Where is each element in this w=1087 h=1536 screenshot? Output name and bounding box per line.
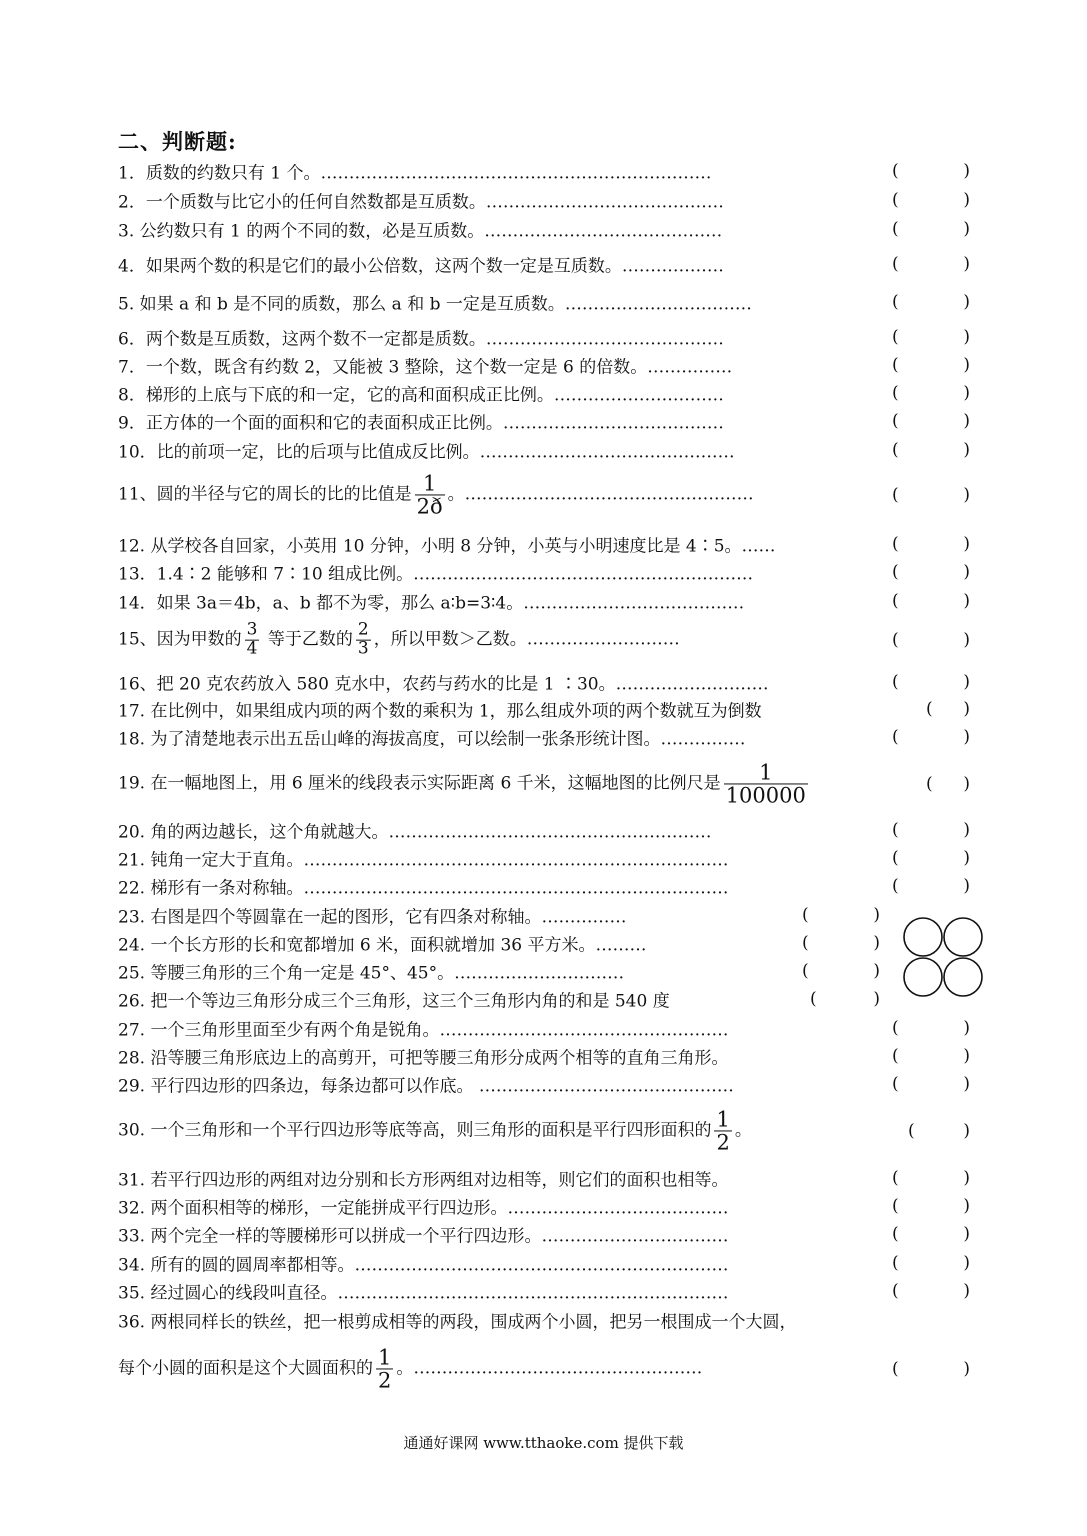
question-text: 2．一个质数与比它小的任何自然数都是互质数。…………………………………… [118, 192, 724, 213]
answer-blank[interactable]: ( ) [892, 534, 970, 554]
answer-blank[interactable]: ( ) [892, 254, 970, 274]
answer-blank[interactable]: ( ) [892, 630, 970, 650]
question-33 [118, 1220, 970, 1248]
answer-blank[interactable]: ( ) [802, 905, 880, 925]
question-22 [118, 872, 970, 900]
question-text: 14．如果 3a＝4b，a、b 都不为零，那么 a∶b=3∶4。………………………………… [118, 593, 745, 614]
answer-blank[interactable]: ( ) [802, 933, 880, 953]
answer-blank[interactable]: ( ) [892, 292, 970, 312]
question-8 [118, 379, 970, 407]
question-text: 6．两个数是互质数，这两个数不一定都是质数。…………………………………… [118, 329, 724, 350]
question-4 [118, 250, 970, 278]
question-text: 21. 钝角一定大于直角。………………………………………………………………… [118, 850, 729, 871]
answer-blank[interactable]: ( ) [892, 1018, 970, 1038]
question-18 [118, 723, 970, 751]
question-text: 7．一个数，既含有约数 2，又能被 3 整除，这个数一定是 6 的倍数。…………… [118, 357, 733, 378]
answer-blank[interactable]: ( ) [892, 672, 970, 692]
question-34 [118, 1249, 970, 1277]
question-3 [118, 215, 970, 243]
question-5 [118, 288, 970, 316]
question-text: 30. 一个三角形和一个平行四边形等底等高，则三角形的面积是平行四形面积的 $\frac{1}{2}$ 。 [118, 1107, 752, 1155]
question-text: 18. 为了清楚地表示出五岳山峰的海拔高度，可以绘制一张条形统计图。…………… [118, 729, 746, 750]
fraction: $\frac{2}{3}$ [357, 619, 369, 659]
question-16 [118, 668, 970, 696]
answer-blank[interactable]: ( ) [892, 1196, 970, 1216]
question-text: 31. 若平行四边形的两组对边分别和长方形两组对边相等，则它们的面积也相等。 [118, 1170, 729, 1191]
question-text: 22. 梯形有一条对称轴。………………………………………………………………… [118, 878, 729, 899]
section-title: 二、判断题: [118, 129, 237, 154]
question-36 [118, 1306, 970, 1334]
question-text: 27. 一个三角形里面至少有两个角是锐角。…………………………………………… [118, 1020, 729, 1041]
four-circles-figure [902, 916, 984, 998]
question-text: 1．质数的约数只有 1 个。…………………………………………………………… [118, 163, 712, 184]
question-text: 23. 右图是四个等圆靠在一起的图形，它有四条对称轴。…………… [118, 907, 627, 928]
answer-blank[interactable]: ( ) [892, 727, 970, 747]
question-7 [118, 351, 970, 379]
question-text: 3. 公约数只有 1 的两个不同的数，必是互质数。…………………………………… [118, 221, 723, 242]
answer-blank[interactable]: ( ) [892, 1074, 970, 1094]
answer-blank[interactable]: ( ) [892, 440, 970, 460]
question-17 [118, 695, 970, 723]
answer-blank[interactable]: ( ) [892, 1359, 970, 1379]
question-text: 10．比的前项一定，比的后项与比值成反比例。……………………………………… [118, 442, 735, 463]
question-text: 4．如果两个数的积是它们的最小公倍数，这两个数一定是互质数。……………… [118, 256, 724, 277]
question-32 [118, 1192, 970, 1220]
answer-blank[interactable]: ( ) [908, 1121, 970, 1141]
answer-blank[interactable]: ( ) [892, 820, 970, 840]
question-2 [118, 186, 970, 214]
answer-blank[interactable]: ( ) [892, 1224, 970, 1244]
circle-bottom-left [904, 958, 942, 996]
question-28 [118, 1042, 970, 1070]
question-11 [118, 470, 970, 520]
fraction: $\frac{1}{2ð}$ [416, 471, 443, 519]
question-35 [118, 1277, 970, 1305]
question-text: 5. 如果 a 和 b 是不同的质数，那么 a 和 b 一定是互质数。…………………………… [118, 294, 752, 315]
circle-top-left [904, 918, 942, 956]
answer-blank[interactable]: ( ) [892, 219, 970, 239]
question-text: 28. 沿等腰三角形底边上的高剪开，可把等腰三角形分成两个相等的直角三角形。 [118, 1048, 729, 1069]
answer-blank[interactable]: ( ) [892, 383, 970, 403]
footer-text: 通通好课网 www.tthaoke.com 提供下载 [403, 1434, 684, 1452]
question-30 [118, 1106, 970, 1156]
answer-blank[interactable]: ( ) [892, 161, 970, 181]
answer-blank[interactable]: ( ) [802, 961, 880, 981]
question-29 [118, 1070, 970, 1098]
question-text: 13．1.4∶2 能够和 7∶10 组成比例。…………………………………………………… [118, 564, 754, 585]
question-19 [118, 757, 970, 811]
question-1 [118, 157, 970, 185]
answer-blank[interactable]: ( ) [892, 355, 970, 375]
question-text: 36. 两根同样长的铁丝，把一根剪成相等的两段，围成两个小圆，把另一根围成一个大圆， [118, 1312, 797, 1333]
question-text: 9．正方体的一个面的面积和它的表面积成正比例。………………………………… [118, 413, 724, 434]
answer-blank[interactable]: ( ) [926, 774, 970, 794]
question-text: 29. 平行四边形的四条边，每条边都可以作底。 ……………………………………… [118, 1076, 734, 1097]
answer-blank[interactable]: ( ) [810, 989, 880, 1009]
answer-blank[interactable]: ( ) [892, 485, 970, 505]
question-13 [118, 558, 970, 586]
question-text: 35. 经过圆心的线段叫直径。…………………………………………………………… [118, 1283, 729, 1304]
question-27 [118, 1014, 970, 1042]
question-25 [118, 957, 880, 985]
question-text: 34. 所有的圆的圆周率都相等。………………………………………………………… [118, 1255, 729, 1276]
question-text: 11、圆的半径与它的周长的比的比值是 $\frac{1}{2ð}$ 。…………………………………………… [118, 471, 754, 519]
question-15 [118, 617, 970, 663]
question-text: 24. 一个长方形的长和宽都增加 6 米，面积就增加 36 平方米。……… [118, 935, 647, 956]
answer-blank[interactable]: ( ) [892, 1253, 970, 1273]
answer-blank[interactable]: ( ) [892, 848, 970, 868]
question-text: 17. 在比例中，如果组成内项的两个数的乘积为 1，那么组成外项的两个数就互为倒数 [118, 701, 762, 722]
question-20 [118, 816, 970, 844]
answer-blank[interactable]: ( ) [892, 327, 970, 347]
answer-blank[interactable]: ( ) [892, 1281, 970, 1301]
question-24 [118, 929, 880, 957]
question-36-continued [118, 1344, 970, 1394]
answer-blank[interactable]: ( ) [892, 411, 970, 431]
question-text: 33. 两个完全一样的等腰梯形可以拼成一个平行四边形。…………………………… [118, 1226, 729, 1247]
fraction: $\frac{1}{100000}$ [725, 760, 806, 808]
answer-blank[interactable]: ( ) [926, 699, 970, 719]
question-31 [118, 1164, 970, 1192]
question-text: 26. 把一个等边三角形分成三个三角形，这三个三角形内角的和是 540 度 [118, 991, 670, 1012]
question-text: 8．梯形的上底与下底的和一定，它的高和面积成正比例。………………………… [118, 385, 724, 406]
question-14 [118, 587, 970, 615]
question-26 [118, 985, 880, 1013]
fraction: $\frac{1}{2}$ [716, 1107, 730, 1155]
answer-blank[interactable]: ( ) [892, 591, 970, 611]
question-9 [118, 407, 970, 435]
question-text: 19. 在一幅地图上，用 6 厘米的线段表示实际距离 6 千米，这幅地图的比例尺是 $\frac{1}{100000}$ [118, 760, 806, 808]
question-text: 32. 两个面积相等的梯形，一定能拼成平行四边形。………………………………… [118, 1198, 729, 1219]
question-12 [118, 530, 970, 558]
circle-top-right [944, 918, 982, 956]
answer-blank[interactable]: ( ) [892, 876, 970, 896]
fraction: $\frac{1}{2}$ [378, 1345, 392, 1393]
circle-bottom-right [944, 958, 982, 996]
question-text: 16、把 20 克农药放入 580 克水中，农药与药水的比是 1 ∶30。……………………… [118, 674, 769, 695]
answer-blank[interactable]: ( ) [892, 1046, 970, 1066]
question-text: 每个小圆的面积是这个大圆面积的 $\frac{1}{2}$ 。…………………………………………… [118, 1345, 703, 1393]
question-21 [118, 844, 970, 872]
question-text: 15、因为甲数的 $\frac{3}{4}$ 等于乙数的 $\frac{2}{3}$ ，所以甲数＞乙数。……………………… [118, 619, 680, 659]
answer-blank[interactable]: ( ) [892, 1168, 970, 1188]
answer-blank[interactable]: ( ) [892, 190, 970, 210]
question-10 [118, 436, 970, 464]
answer-blank[interactable]: ( ) [892, 562, 970, 582]
question-text: 20. 角的两边越长，这个角就越大。………………………………………………… [118, 822, 712, 843]
question-6 [118, 323, 970, 351]
question-text: 12. 从学校各自回家，小英用 10 分钟，小明 8 分钟，小英与小明速度比是 4∶5。…… [118, 536, 776, 557]
question-23 [118, 901, 880, 929]
question-text: 25. 等腰三角形的三个角一定是 45°、45°。………………………… [118, 963, 625, 984]
fraction: $\frac{3}{4}$ [246, 619, 258, 659]
